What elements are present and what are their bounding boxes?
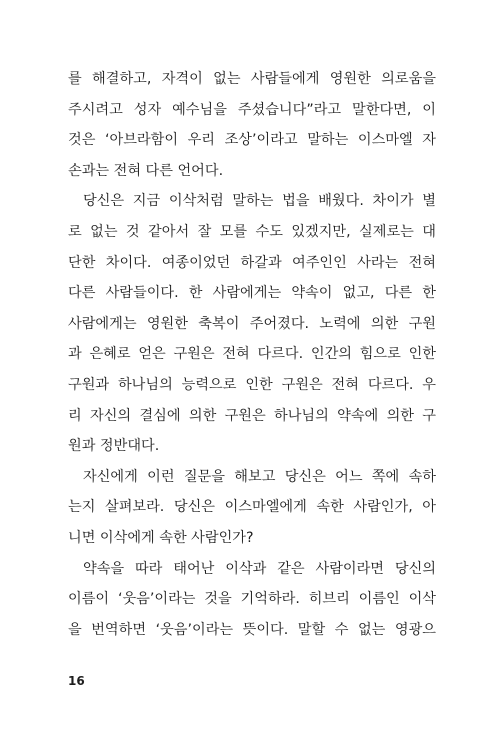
text-line: 원과 정반대다. [68,438,160,455]
text-line: 것은 ‘아브라함이 우리 조상’이라고 말하는 이스마엘 자 [68,132,436,149]
paragraph-2 [68,186,436,461]
text-line: 손과는 전혀 다른 언어다. [68,162,224,179]
paragraph-4 [68,554,436,646]
paragraph-1 [68,64,436,186]
text-line: 사람에게는 영원한 축복이 주어졌다. 노력에 의한 구원 [68,315,436,332]
text-line: 리 자신의 결심에 의한 구원은 하나님의 약속에 의한 구 [68,407,436,424]
text-line: 다른 사람들이다. 한 사람에게는 약속이 없고, 다른 한 [68,285,436,302]
text-line: 주시려고 성자 예수님을 주셨습니다”라고 말한다면, 이 [68,101,436,118]
paragraph-3 [68,462,436,554]
text-line: 자신에게 이런 질문을 해보고 당신은 어느 쪽에 속하 [83,468,436,485]
page-body [68,64,436,645]
text-line: 이름이 ‘웃음’이라는 것을 기억하라. 히브리 이름인 이삭 [68,591,436,608]
text-line: 를 해결하고, 자격이 없는 사람들에게 영원한 의로움을 [68,71,436,87]
text-line: 는지 살펴보라. 당신은 이스마엘에게 속한 사람인가, 아 [68,499,436,516]
text-line: 약속을 따라 태어난 이삭과 같은 사람이라면 당신의 [83,560,436,577]
text-line: 로 없는 것 같아서 잘 모를 수도 있겠지만, 실제로는 대 [68,223,436,240]
text-line: 구원과 하나님의 능력으로 인한 구원은 전혀 다르다. 우 [68,376,436,393]
text-line: 과 은혜로 얻은 구원은 전혀 다르다. 인간의 힘으로 인한 [68,346,436,363]
text-line: 을 번역하면 ‘웃음’이라는 뜻이다. 말할 수 없는 영광으 [68,621,436,638]
page-number: 16 [68,674,85,688]
text-line: 니면 이삭에게 속한 사람인가? [68,529,254,546]
text-line: 단한 차이다. 여종이었던 하갈과 여주인인 사라는 전혀 [68,254,436,271]
text-line: 당신은 지금 이삭처럼 말하는 법을 배웠다. 차이가 별 [83,193,436,210]
